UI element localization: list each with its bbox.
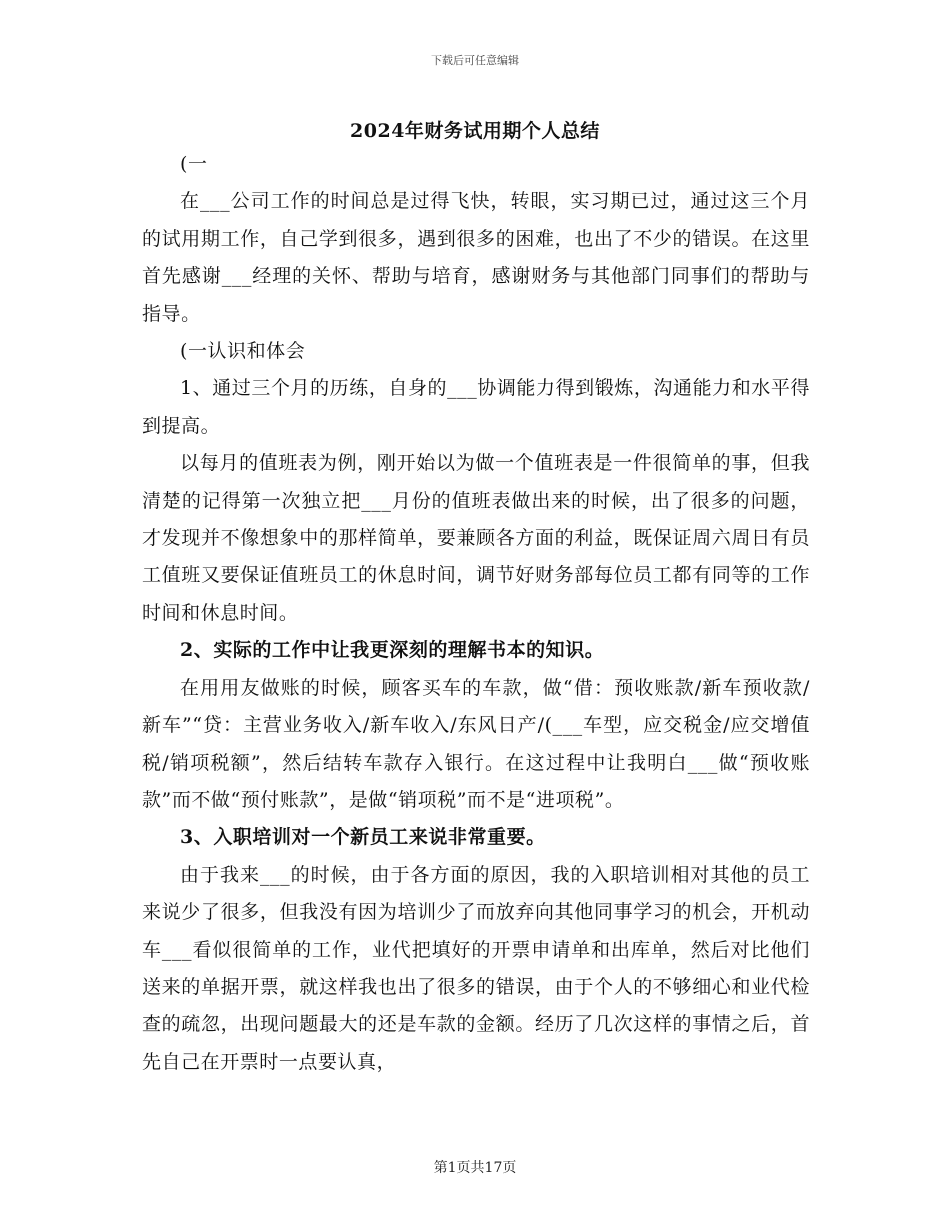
section-heading-understanding: (一认识和体会 <box>180 340 306 363</box>
document-title: 2024年财务试用期个人总结 <box>350 120 600 142</box>
paragraph-accounting-example: 在用用友做账的时候，顾客买车的车款，做“借：预收账款/新车预收款/新车”“贷：主营业务收入/新车收入/东风日产/(___车型，应交税金/应交增值税/销项税额”，然后结转车款存入银行。在这过程中让我明白___做“预收账款”而不做“预付账款”，是做“销项税”而不是“进项税”。 <box>142 676 810 811</box>
paragraph-training: 由于我来___的时候，由于各方面的原因，我的入职培训相对其他的员工来说少了很多，但我没有因为培训少了而放弃向其他同事学习的机会，开机动车___看似很简单的工作，业代把填好的开票申请单和出库单，然后对比他们送来的单据开票，就这样我也出了很多的错误，由于个人的不够细心和业代检查的疏忽，出现问题最大的还是车款的金额。经历了几次这样的事情之后，首先自己在开票时一点要认真， <box>142 863 810 1073</box>
paragraph-section-mark: (一 <box>180 153 208 175</box>
page-header: 下载后可任意编辑 <box>431 54 519 67</box>
page-number-footer: 第1页共17页 <box>433 1160 517 1176</box>
paragraph-duty-roster-example: 以每月的值班表为例，刚开始以为做一个值班表是一件很简单的事，但我清楚的记得第一次独立把___月份的值班表做出来的时候，出了很多的问题，才发现并不像想象中的那样简单，要兼顾各方面的利益，既保证周六周日有员工值班又要保证值班员工的休息时间，调节好财务部每位员工都有同等的工作时间和休息时间。 <box>142 452 810 624</box>
paragraph-intro: 在___公司工作的时间总是过得飞快，转眼，实习期已过，通过这三个月的试用期工作，自己学到很多，遇到很多的困难，也出了不少的错误。在这里首先感谢___经理的关怀、帮助与培育，感谢财务与其他部门同事们的帮助与指导。 <box>142 190 810 325</box>
heading-point-2: 2、实际的工作中让我更深刻的理解书本的知识。 <box>180 639 605 662</box>
paragraph-point-1: 1、通过三个月的历练，自身的___协调能力得到锻炼，沟通能力和水平得到提高。 <box>142 377 810 437</box>
document-body <box>142 146 810 1081</box>
heading-point-3: 3、入职培训对一个新员工来说非常重要。 <box>180 826 546 849</box>
